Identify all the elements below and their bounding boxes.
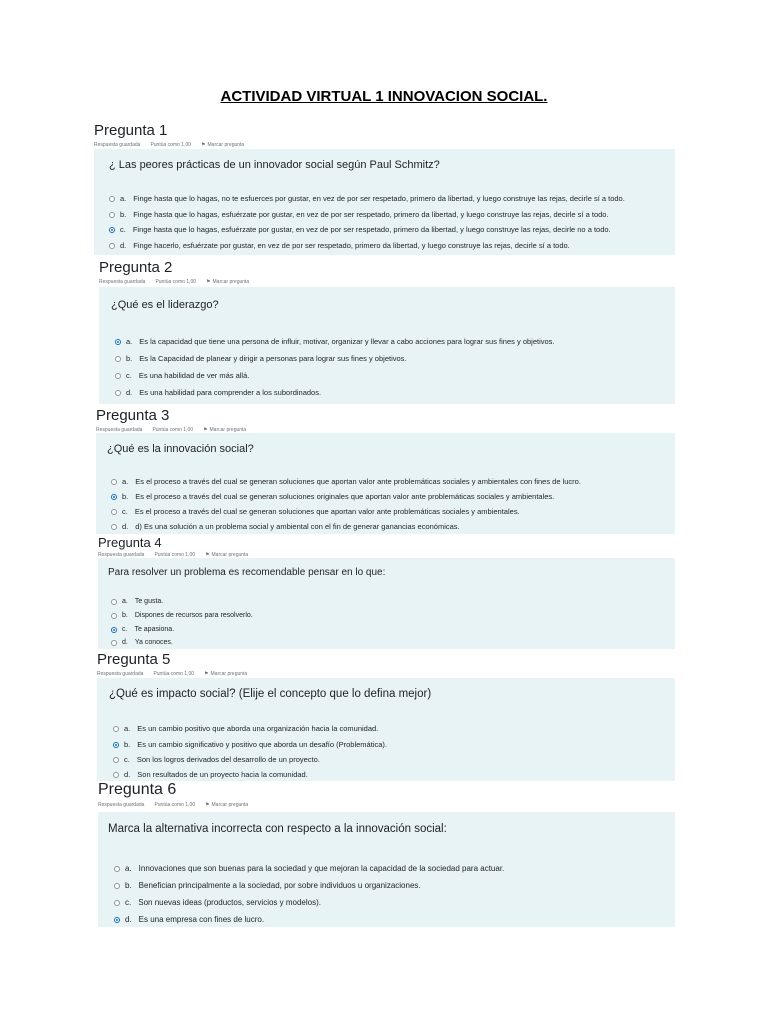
option-text: Finge hacerlo, esfuérzate por gustar, en vez de por ser respetado, primero da libertad, y luego construye las rejas, decirle sí a todo. <box>133 241 570 250</box>
score-text: Puntúa como 1,00 <box>152 427 194 433</box>
option-letter: a. <box>126 337 133 346</box>
question-meta <box>94 142 244 149</box>
option-letter: b. <box>126 354 133 363</box>
radio-button[interactable] <box>109 196 115 202</box>
question-text: ¿ Las peores prácticas de un innovador social según Paul Schmitz? <box>109 159 440 171</box>
option-c[interactable] <box>115 371 249 380</box>
option-b[interactable] <box>111 612 253 619</box>
score-text: Puntúa como 1,00 <box>155 279 197 285</box>
question-meta <box>99 279 249 286</box>
flag-question-button[interactable] <box>205 802 248 809</box>
flag-icon: ⚑ <box>205 552 210 558</box>
option-letter: c. <box>126 371 132 380</box>
option-c[interactable] <box>114 898 321 907</box>
option-text: Es la capacidad que tiene una persona de influir, motivar, organizar y llevar a cabo acciones para lograr sus fines y objetivos. <box>139 337 555 346</box>
radio-button[interactable] <box>113 757 119 763</box>
flag-icon: ⚑ <box>201 142 206 148</box>
question-text: ¿Qué es el liderazgo? <box>111 299 219 311</box>
question-text: ¿Qué es impacto social? (Elije el concepto que lo defina mejor) <box>109 688 432 700</box>
option-text: Son los logros derivados del desarrollo de un proyecto. <box>136 755 320 764</box>
score-text: Puntúa como 1,00 <box>150 142 192 148</box>
flag-icon: ⚑ <box>204 671 209 677</box>
radio-button[interactable] <box>109 212 115 218</box>
option-text: Son nuevas ideas (productos, servicios y modelos). <box>138 898 321 907</box>
question-6 <box>98 780 248 809</box>
option-letter: a. <box>122 598 128 605</box>
option-letter: d. <box>120 241 127 250</box>
option-text: Es el proceso a través del cual se generan soluciones originales que aportan valor ante problemáticas sociales y ambientales. <box>135 492 555 501</box>
score-text: Puntúa como 1,00 <box>154 552 196 558</box>
score-text: Puntúa como 1,00 <box>154 802 196 808</box>
option-a[interactable] <box>115 337 555 346</box>
question-text: ¿Qué es la innovación social? <box>107 443 254 455</box>
question-meta <box>97 671 247 678</box>
option-b[interactable] <box>114 881 421 890</box>
radio-button[interactable] <box>114 866 120 872</box>
option-text: Es un cambio significativo y positivo que aborda un desafío (Problemática). <box>137 740 387 749</box>
radio-button-selected[interactable] <box>111 494 117 500</box>
option-text: Te apasiona. <box>134 626 175 633</box>
question-4-box <box>98 558 675 649</box>
radio-button[interactable] <box>114 883 120 889</box>
flag-label: Marcar pregunta <box>212 279 250 285</box>
option-text: Ya conoces. <box>134 639 173 646</box>
radio-button[interactable] <box>113 772 119 778</box>
radio-button-selected[interactable] <box>114 917 120 923</box>
option-text: Te gusta. <box>134 598 164 605</box>
flag-question-button[interactable] <box>201 142 244 149</box>
flag-question-button[interactable] <box>206 279 249 286</box>
question-3-box <box>96 433 675 534</box>
option-text: Es una empresa con fines de lucro. <box>138 915 265 924</box>
status-text: Respuesta guardada <box>94 142 141 148</box>
question-title: Pregunta 5 <box>97 651 171 668</box>
option-letter: a. <box>122 477 129 486</box>
option-b[interactable] <box>109 210 609 219</box>
option-letter: c. <box>122 626 128 633</box>
radio-button-selected[interactable] <box>111 627 117 633</box>
flag-icon: ⚑ <box>203 427 208 433</box>
option-letter: b. <box>125 881 132 890</box>
radio-button[interactable] <box>115 356 121 362</box>
option-text: Benefician principalmente a la sociedad, por sobre individuos u organizaciones. <box>138 881 421 890</box>
radio-button[interactable] <box>111 599 117 605</box>
radio-button[interactable] <box>114 900 120 906</box>
radio-button[interactable] <box>111 479 117 485</box>
score-text: Puntúa como 1,00 <box>153 671 195 677</box>
option-letter: c. <box>120 225 126 234</box>
question-2-box <box>99 287 675 404</box>
option-letter: d. <box>125 915 132 924</box>
option-letter: d. <box>122 522 129 531</box>
option-letter: d. <box>122 639 128 646</box>
option-text: Es una habilidad para comprender a los subordinados. <box>139 388 322 397</box>
option-text: Dispones de recursos para resolverlo. <box>134 612 253 619</box>
radio-button-selected[interactable] <box>113 742 119 748</box>
option-c[interactable] <box>111 507 520 516</box>
status-text: Respuesta guardada <box>96 427 143 433</box>
question-6-box <box>98 812 675 927</box>
option-text: Finge hasta que lo hagas, no te esfuerces por gustar, en vez de por ser respetado, primero da libertad, y luego construye las rejas, decirle sí a todo. <box>133 194 625 203</box>
radio-button-selected[interactable] <box>115 339 121 345</box>
question-title: Pregunta 4 <box>98 535 162 550</box>
radio-button[interactable] <box>111 509 117 515</box>
option-c[interactable] <box>109 225 611 234</box>
flag-label: Marcar pregunta <box>209 427 247 433</box>
question-1 <box>94 122 244 149</box>
option-text: Finge hasta que lo hagas, esfuérzate por gustar, en vez de por ser respetado, primero da libertad, y luego construye las rejas, decirle no a todo. <box>132 225 611 234</box>
question-2 <box>99 259 249 286</box>
radio-button[interactable] <box>115 373 121 379</box>
radio-button[interactable] <box>111 640 117 646</box>
option-a[interactable] <box>109 194 625 203</box>
flag-label: Marcar pregunta <box>210 671 248 677</box>
option-letter: a. <box>124 724 131 733</box>
option-d[interactable] <box>115 388 321 397</box>
option-text: Es la Capacidad de planear y dirigir a personas para lograr sus fines y objetivos. <box>139 354 407 363</box>
option-a[interactable] <box>113 724 378 733</box>
option-b[interactable] <box>115 354 407 363</box>
option-d[interactable] <box>109 241 570 250</box>
option-a[interactable] <box>111 477 581 486</box>
option-letter: b. <box>120 210 127 219</box>
radio-button[interactable] <box>109 243 115 249</box>
radio-button[interactable] <box>111 613 117 619</box>
option-c[interactable] <box>111 626 174 633</box>
question-3 <box>96 407 246 434</box>
option-letter: a. <box>125 864 132 873</box>
option-c[interactable] <box>113 755 320 764</box>
option-letter: a. <box>120 194 127 203</box>
document-title: ACTIVIDAD VIRTUAL 1 INNOVACION SOCIAL. <box>220 88 548 105</box>
radio-button[interactable] <box>111 524 117 530</box>
option-letter: c. <box>125 898 132 907</box>
option-text: Finge hasta que lo hagas, esfuérzate por gustar, en vez de por ser respetado, primero da libertad, y luego construye las rejas, decirle sí a todo. <box>133 210 609 219</box>
flag-label: Marcar pregunta <box>207 142 245 148</box>
status-text: Respuesta guardada <box>98 552 145 558</box>
question-title: Pregunta 6 <box>98 781 177 798</box>
option-text: Es el proceso a través del cual se generan soluciones que aportan valor ante problemáticas sociales y ambientales con fines de lucro. <box>135 477 581 486</box>
flag-label: Marcar pregunta <box>211 802 249 808</box>
option-d[interactable] <box>111 522 460 531</box>
radio-button-selected[interactable] <box>109 227 115 233</box>
option-b[interactable] <box>111 492 554 501</box>
option-d[interactable] <box>111 639 173 646</box>
question-title: Pregunta 2 <box>99 259 173 276</box>
option-text: Son resultados de un proyecto hacia la comunidad. <box>137 770 308 779</box>
option-b[interactable] <box>113 740 387 749</box>
option-letter: b. <box>122 492 129 501</box>
question-meta <box>98 802 248 809</box>
status-text: Respuesta guardada <box>97 671 144 677</box>
radio-button[interactable] <box>115 390 121 396</box>
status-text: Respuesta guardada <box>98 802 145 808</box>
status-text: Respuesta guardada <box>99 279 146 285</box>
question-title: Pregunta 1 <box>94 122 168 139</box>
question-text: Para resolver un problema es recomendable pensar en lo que: <box>108 567 386 578</box>
option-text: Es un cambio positivo que aborda una organización hacia la comunidad. <box>137 724 379 733</box>
flag-question-button[interactable] <box>204 671 247 678</box>
flag-icon: ⚑ <box>205 802 210 808</box>
option-text: d) Es una solución a un problema social y ambiental con el fin de generar ganancias económicas. <box>135 522 460 531</box>
question-4 <box>98 535 248 559</box>
option-letter: b. <box>124 740 131 749</box>
option-letter: d. <box>124 770 131 779</box>
option-a[interactable] <box>114 864 504 873</box>
option-d[interactable] <box>114 915 264 924</box>
option-letter: c. <box>122 507 128 516</box>
option-letter: b. <box>122 612 128 619</box>
option-text: Es el proceso a través del cual se generan soluciones que aportan valor ante problemáticas sociales y ambientales. <box>134 507 520 516</box>
flag-icon: ⚑ <box>206 279 211 285</box>
option-text: Innovaciones que son buenas para la sociedad y que mejoran la capacidad de la sociedad para actuar. <box>138 864 505 873</box>
question-1-box <box>94 149 675 255</box>
question-text: Marca la alternativa incorrecta con respecto a la innovación social: <box>108 823 447 835</box>
radio-button[interactable] <box>113 726 119 732</box>
flag-label: Marcar pregunta <box>211 552 249 558</box>
option-letter: c. <box>124 755 130 764</box>
option-letter: d. <box>126 388 133 397</box>
option-text: Es una habilidad de ver más allá. <box>138 371 250 380</box>
question-5-box <box>97 678 675 781</box>
option-a[interactable] <box>111 598 163 605</box>
question-title: Pregunta 3 <box>96 407 170 424</box>
option-d[interactable] <box>113 770 308 779</box>
question-5 <box>97 651 247 678</box>
